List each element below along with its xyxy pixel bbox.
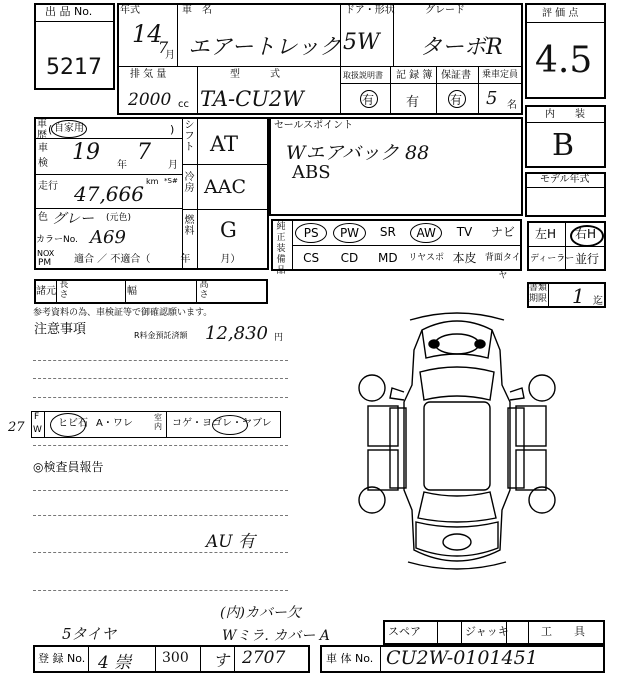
car-diagram	[350, 310, 565, 585]
inspector-report-title: ◎検査員報告	[33, 460, 104, 474]
inspection-year-unit: 年	[117, 160, 127, 171]
equipment-item: ナビ	[490, 225, 515, 239]
model-year-label: モデル年式	[540, 174, 590, 185]
chassis-label: 車 体 No.	[326, 652, 374, 665]
color-code: A69	[90, 227, 126, 248]
manual-value: 有	[362, 93, 375, 107]
dims-length: 長さ	[59, 280, 69, 300]
year-month-unit: 月	[165, 50, 175, 61]
door-shape-value: 5W	[343, 30, 380, 55]
dims-width: 幅	[127, 286, 137, 297]
score-value: 4.5	[535, 40, 593, 81]
nox-label-2: PM	[38, 258, 52, 268]
sales-point-label: セールスポイント	[274, 120, 354, 131]
tools-label: 工 具	[541, 625, 585, 638]
color-label: 色	[38, 212, 48, 223]
sales-point-line2: ABS	[292, 162, 331, 183]
mileage-value: 47,666	[74, 182, 144, 206]
warranty-value: 有	[450, 93, 463, 107]
equipment-item: CD	[340, 251, 359, 265]
inspection-label-2: 検	[38, 158, 48, 169]
usage-label: 車歴	[37, 119, 47, 141]
windshield-interior-label: 室内	[154, 413, 162, 431]
windshield-w: W	[33, 425, 42, 435]
equipment-item: CS	[303, 251, 320, 265]
equipment-item: 背面タイヤ	[484, 253, 521, 281]
car-name-label: 車 名	[182, 5, 212, 16]
inspection-year: 19	[72, 140, 100, 165]
recycle-unit: 円	[274, 333, 284, 343]
mileage-note: *S#	[164, 177, 178, 185]
docs-deadline-label-2: 期限	[529, 294, 548, 304]
recycle-value: 12,830	[205, 323, 268, 344]
displacement-unit: cc	[178, 99, 189, 110]
side-number: 27	[8, 420, 25, 435]
shift-value: AT	[210, 132, 239, 156]
lot-label: 出 品 No.	[45, 5, 93, 18]
interior-value: B	[552, 128, 575, 163]
jack-label: ジャッキ	[465, 625, 509, 638]
bottom-note-tire: 5タイヤ	[62, 625, 117, 643]
equipment-item: TV	[456, 225, 473, 239]
registration-kana: す	[213, 651, 230, 670]
chassis-value: CU2W-0101451	[386, 647, 538, 669]
windshield-crack: ヒビ石	[58, 418, 88, 429]
mileage-label: 走行	[38, 181, 58, 192]
color-original-label: (元色)	[106, 213, 132, 223]
docs-deadline-suffix: 迄	[593, 296, 603, 307]
capacity-value: 5	[486, 88, 498, 109]
model-value: TA-CU2W	[200, 87, 304, 111]
grade-value: ターボR	[420, 35, 503, 60]
inspector-report-text: AU 有	[206, 532, 256, 552]
docs-deadline-label-1: 書類	[529, 283, 548, 293]
registration-number: 2707	[242, 648, 286, 668]
registration-label: 登 録 No.	[38, 652, 86, 665]
recycle-label: R料金預託済額	[134, 331, 188, 340]
displacement-label: 排 気 量	[130, 69, 167, 80]
docs-deadline-value: 1	[572, 284, 585, 308]
handle-dealer: ディーラー	[530, 254, 575, 264]
nox-label-1: NOX	[37, 249, 55, 258]
manual-label: 取扱説明書	[343, 71, 383, 80]
dims-label: 諸元	[36, 286, 56, 297]
handle-right: 右H	[575, 227, 597, 241]
registration-area: 4 崇	[98, 653, 132, 673]
bottom-note-line2: Wミラ. カバー A	[222, 628, 330, 644]
fuel-value: G	[220, 218, 237, 242]
inspection-month: 7	[137, 140, 151, 165]
windshield-f: F	[34, 412, 40, 422]
color-code-label: カラーNo.	[36, 235, 78, 245]
car-name-value: エアートレック	[188, 35, 342, 60]
equipment-item: SR	[379, 225, 396, 239]
reference-note: 参考資料の為、車検証等で御確認願います。	[33, 308, 213, 318]
year-month: 7	[158, 38, 169, 57]
year-label: 年式	[120, 5, 140, 16]
ac-value: AAC	[204, 176, 246, 198]
windshield-a-ware: A・ワレ	[96, 418, 133, 429]
equipment-item: リヤスポ	[408, 253, 444, 263]
equipment-item: MD	[378, 251, 398, 265]
nox-text: 適合 ／ 不適合（ 年 月）	[74, 254, 241, 265]
usage-paren-open: (	[48, 123, 53, 136]
equipment-row-2	[292, 248, 522, 281]
handle-left: 左H	[535, 227, 557, 241]
equipment-item: PS	[295, 223, 327, 243]
equipment-item: 本皮	[452, 251, 477, 265]
mileage-unit: km	[146, 177, 159, 186]
capacity-unit: 名	[507, 100, 517, 111]
sales-point-line1: Wエアバック 88	[286, 142, 430, 164]
shift-label: シフト	[184, 120, 195, 153]
equipment-row-1	[292, 222, 522, 244]
record-value: 有	[406, 95, 420, 110]
equipment-label: 純正装備品	[276, 222, 286, 276]
score-label: 評 価 点	[542, 8, 579, 19]
usage-paren-close: )	[170, 123, 175, 136]
interior-label: 内 装	[545, 109, 585, 120]
model-label: 型 式	[230, 69, 280, 80]
spare-label: スペア	[388, 625, 421, 638]
equipment-item: AW	[410, 223, 442, 243]
capacity-label: 乗車定員	[482, 70, 519, 80]
displacement-value: 2000	[128, 90, 172, 110]
grade-label: グレード	[425, 5, 465, 16]
bottom-note-line1: (内)カバー欠	[220, 605, 301, 621]
door-shape-label: ドア・形状	[345, 5, 395, 16]
year-value: 14	[132, 20, 163, 48]
record-label: 記 録 簿	[396, 70, 433, 81]
notes-title: 注意事項	[34, 322, 87, 337]
color-value: グレー	[52, 211, 94, 227]
fuel-label: 燃料	[184, 215, 195, 237]
usage-value: 自家用	[54, 123, 84, 134]
equipment-item: PW	[333, 223, 365, 243]
dims-height: 高さ	[199, 280, 209, 300]
inspection-month-unit: 月	[168, 160, 178, 171]
warranty-label: 保証書	[441, 70, 471, 81]
registration-class: 300	[162, 650, 189, 666]
lot-number: 5217	[46, 55, 102, 80]
windshield-stains: コゲ・ヨゴレ・ヤブレ	[172, 418, 272, 429]
ac-label: 冷房	[184, 172, 195, 194]
handle-parallel: 並行	[575, 252, 600, 266]
inspection-label-1: 車	[38, 143, 48, 154]
